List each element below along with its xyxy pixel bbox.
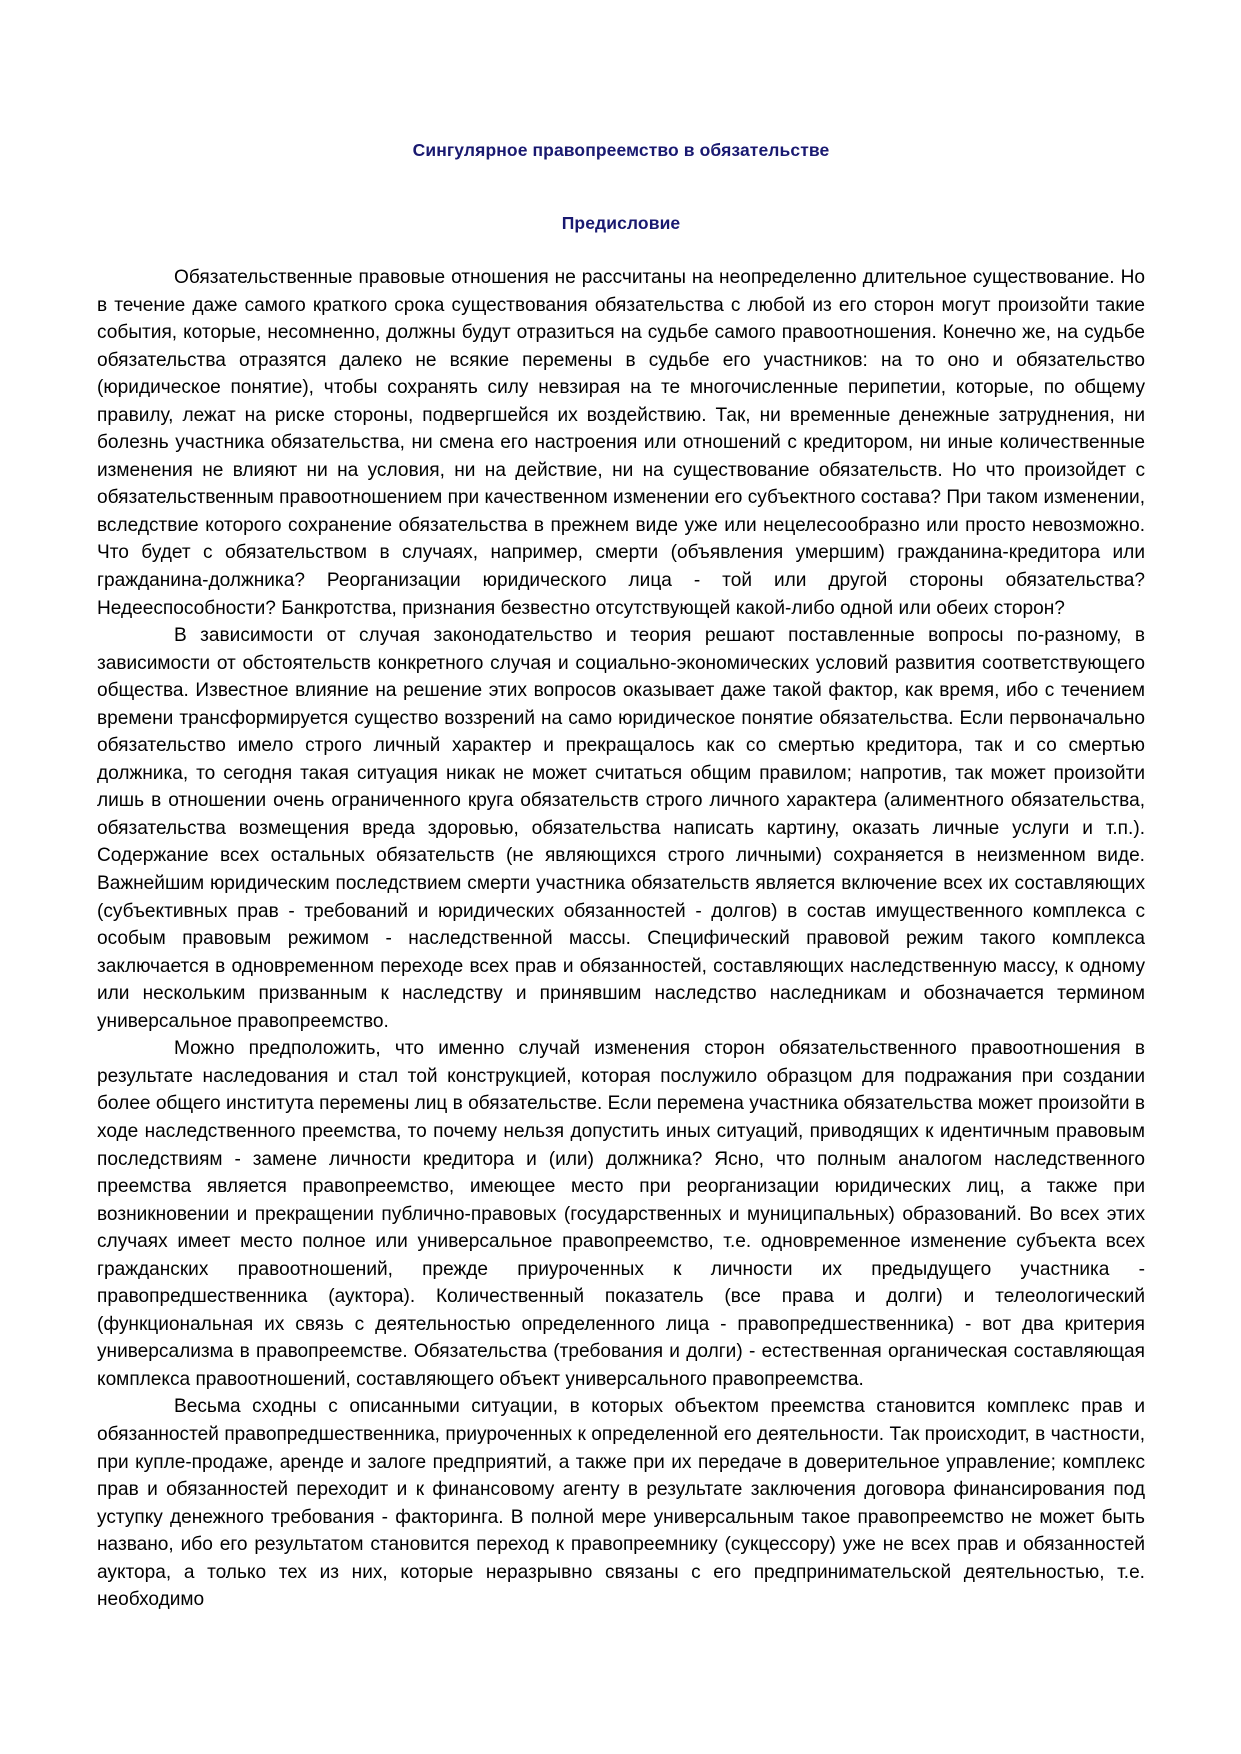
document-content bbox=[97, 140, 1145, 1614]
section-heading-preface: Предисловие bbox=[561, 213, 681, 233]
body-text bbox=[97, 264, 1145, 1614]
paragraph: Обязательственные правовые отношения не рассчитаны на неопределенно длительное существование. Но в течение даже самого краткого срока существования обязательства с любой из его сторон могут произойти такие события, которые, несомненно, должны будут отразиться на судьбе самого правоотношения. Конечно же, на судьбе обязательства отразятся далеко не всякие перемены в судьбе его участников: на то оно и обязательство (юридическое понятие), чтобы сохранять силу невзирая на те многочисленные перипетии, которые, по общему правилу, лежат на риске стороны, подвергшейся их воздействию. Так, ни временные денежные затруднения, ни болезнь участника обязательства, ни смена его настроения или отношений с кредитором, ни иные количественные изменения не влияют ни на условия, ни на действие, ни на существование обязательств. Но что произойдет с обязательственным правоотношением при качественном изменении его субъектного состава? При таком изменении, вследствие которого сохранение обязательства в прежнем виде уже или нецелесообразно или просто невозможно. Что будет с обязательством в случаях, например, смерти (объявления умершим) гражданина-кредитора или гражданина-должника? Реорганизации юридического лица - той или другой стороны обязательства? Недееспособности? Банкротства, признания безвестно отсутствующей какой-либо одной или обеих сторон? bbox=[97, 267, 1145, 619]
paragraph: В зависимости от случая законодательство и теория решают поставленные вопросы по-разному, в зависимости от обстоятельств конкретного случая и социально-экономических условий развития соответствующего общества. Известное влияние на решение этих вопросов оказывает даже такой фактор, как время, ибо с течением времени трансформируется существо воззрений на само юридическое понятие обязательства. Если первоначально обязательство имело строго личный характер и прекращалось как со смертью кредитора, так и со смертью должника, то сегодня такая ситуация никак не может считаться общим правилом; напротив, так может произойти лишь в отношении очень ограниченного круга обязательств строго личного характера (алиментного обязательства, обязательства возмещения вреда здоровью, обязательства написать картину, оказать личные услуги и т.п.). Содержание всех остальных обязательств (не являющихся строго личными) сохраняется в неизменном виде. Важнейшим юридическим последствием смерти участника обязательств является включение всех их составляющих (субъективных прав - требований и юридических обязанностей - долгов) в состав имущественного комплекса с особым правовым режимом - наследственной массы. Специфический правовой режим такого комплекса заключается в одновременном переходе всех прав и обязанностей, составляющих наследственную массу, к одному или нескольким призванным к наследству и принявшим наследство наследникам и обозначается термином универсальное правопреемство. bbox=[97, 625, 1145, 1032]
paragraph: Весьма сходны с описанными ситуации, в которых объектом преемства становится комплекс прав и обязанностей правопредшественника, приуроченных к определенной его деятельности. Так происходит, в частности, при купле-продаже, аренде и залоге предприятий, а также при их передаче в доверительное управление; комплекс прав и обязанностей переходит и к финансовому агенту в результате заключения договора финансирования под уступку денежного требования - факторинга. В полной мере универсальным такое правопреемство не может быть названо, ибо его результатом становится переход к правопреемнику (сукцессору) уже не всех прав и обязанностей ауктора, а только тех из них, которые неразрывно связаны с его предпринимательской деятельностью, т.е. необходимо bbox=[97, 1396, 1145, 1611]
page-title: Сингулярное правопреемство в обязательстве bbox=[412, 140, 830, 160]
paragraph: Можно предположить, что именно случай изменения сторон обязательственного правоотношения в результате наследования и стал той конструкцией, которая послужило образцом для подражания при создании более общего института перемены лиц в обязательстве. Если перемена участника обязательства может произойти в ходе наследственного преемства, то почему нельзя допустить иных ситуаций, приводящих к идентичным правовым последствиям - замене личности кредитора и (или) должника? Ясно, что полным аналогом наследственного преемства является правопреемство, имеющее место при реорганизации юридических лиц, а также при возникновении и прекращении публично-правовых (государственных и муниципальных) образований. Во всех этих случаях имеет место полное или универсальное правопреемство, т.е. одновременное изменение субъекта всех гражданских правоотношений, прежде приуроченных к личности их предыдущего участника - правопредшественника (ауктора). Количественный показатель (все права и долги) и телеологический (функциональная их связь с деятельностью определенного лица - правопредшественника) - вот два критерия универсализма в правопреемстве. Обязательства (требования и долги) - естественная органическая составляющая комплекса правоотношений, составляющего объект универсального правопреемства. bbox=[97, 1038, 1145, 1390]
